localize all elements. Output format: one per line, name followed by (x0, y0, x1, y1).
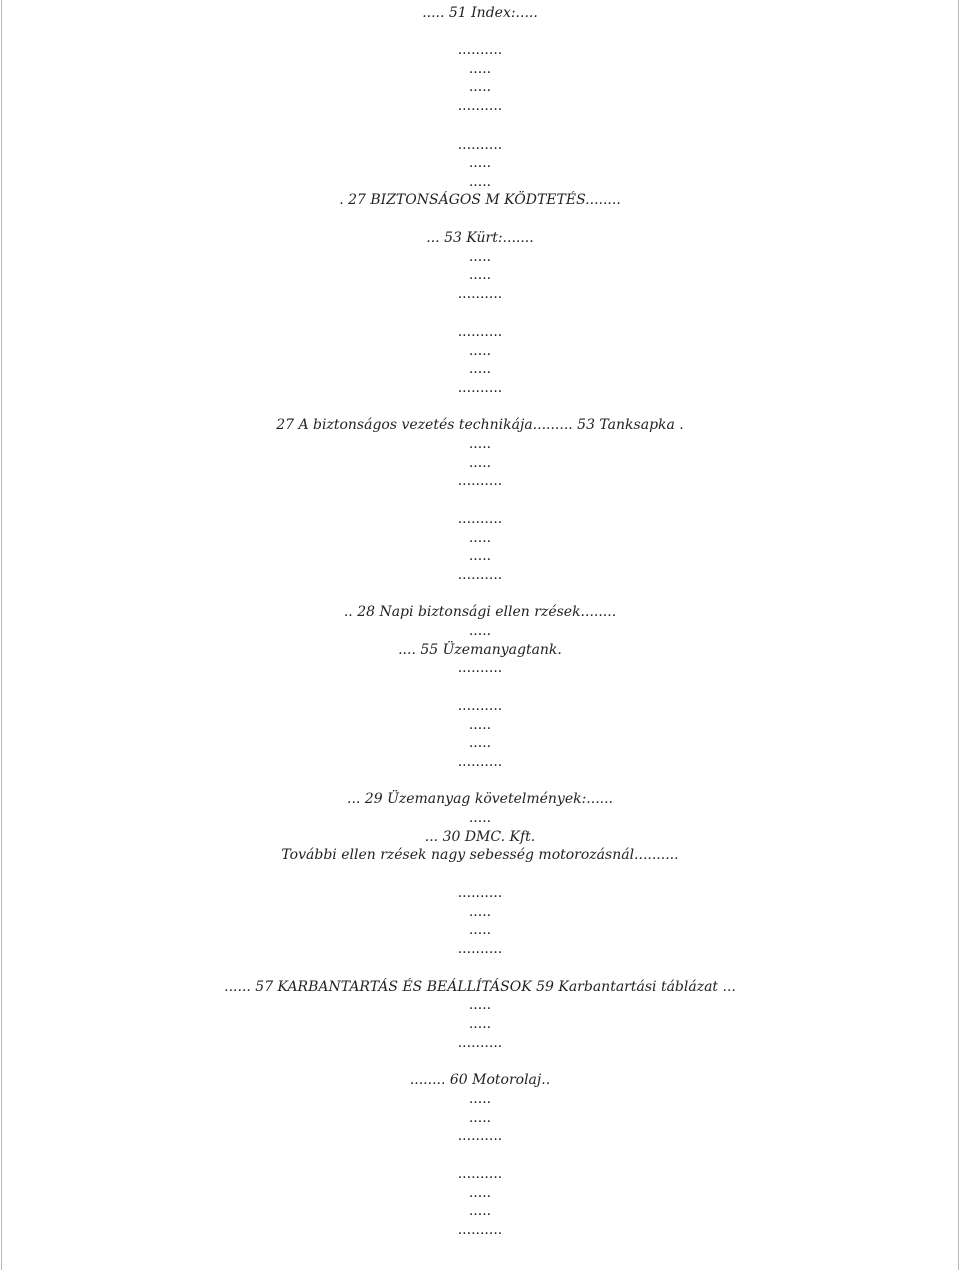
toc-line: ..... (468, 249, 492, 265)
toc-line: ..... (468, 1203, 492, 1219)
toc-line: ..... (468, 904, 492, 920)
toc-line: ..... (468, 79, 492, 95)
toc-line: ..... (468, 997, 492, 1013)
toc-line: ........ 60 Motorolaj.. (409, 1072, 551, 1088)
toc-line: .......... (457, 885, 503, 901)
toc-line: ..... (468, 343, 492, 359)
toc-line: ... 29 Üzemanyag követelmények:...... (347, 791, 613, 807)
toc-line: .......... (457, 941, 503, 957)
toc-line: .......... (457, 473, 503, 489)
toc-line: ..... (468, 436, 492, 452)
toc-line: . 27 BIZTONSÁGOS M KÖDTETÉS........ (339, 192, 621, 208)
toc-line: .... 55 Üzemanyagtank. (398, 642, 562, 658)
toc-line: .......... (457, 1222, 503, 1238)
toc-line: .......... (457, 98, 503, 114)
toc-line: ..... (468, 155, 492, 171)
toc-line: ..... (468, 623, 492, 639)
toc-line: ... 53 Kürt:....... (426, 230, 534, 246)
toc-line: ..... (468, 174, 492, 190)
toc-line: ..... (468, 267, 492, 283)
toc-line: ..... (468, 1016, 492, 1032)
toc-line: .. 28 Napi biztonsági ellen rzések........ (343, 604, 617, 620)
toc-line: ..... (468, 810, 492, 826)
toc-line: .......... (457, 286, 503, 302)
toc-line: ..... (468, 922, 492, 938)
toc-line: .......... (457, 1128, 503, 1144)
toc-line: ..... (468, 717, 492, 733)
toc-line: ..... (468, 1185, 492, 1201)
toc-line: ..... (468, 1110, 492, 1126)
toc-line: .......... (457, 567, 503, 583)
toc-line: ..... (468, 548, 492, 564)
toc-line: ..... (468, 530, 492, 546)
toc-line: ..... (468, 361, 492, 377)
toc-line: .......... (457, 660, 503, 676)
toc-line: .......... (457, 511, 503, 527)
toc-line: ..... (468, 455, 492, 471)
toc-line: További ellen rzések nagy sebesség motorozásnál.......... (281, 847, 679, 863)
toc-line: .......... (457, 754, 503, 770)
toc-line: .......... (457, 324, 503, 340)
toc-line: .......... (457, 137, 503, 153)
toc-line: .......... (457, 380, 503, 396)
toc-line: ..... (468, 735, 492, 751)
toc-line: ..... (468, 1091, 492, 1107)
toc-line: .......... (457, 1035, 503, 1051)
toc-line: .......... (457, 1166, 503, 1182)
toc-line: ..... (468, 61, 492, 77)
toc-line: ... 30 DMC. Kft. (424, 829, 536, 845)
toc-line: .......... (457, 42, 503, 58)
toc-line: ..... 51 Index:..... (422, 5, 538, 21)
toc-line: .......... (457, 698, 503, 714)
toc-line: 27 A biztonságos vezetés technikája......... 53 Tanksapka . (276, 417, 684, 433)
toc-line: ...... 57 KARBANTARTÁS ÉS BEÁLLÍTÁSOK 59 Karbantartási táblázat ... (224, 979, 736, 995)
